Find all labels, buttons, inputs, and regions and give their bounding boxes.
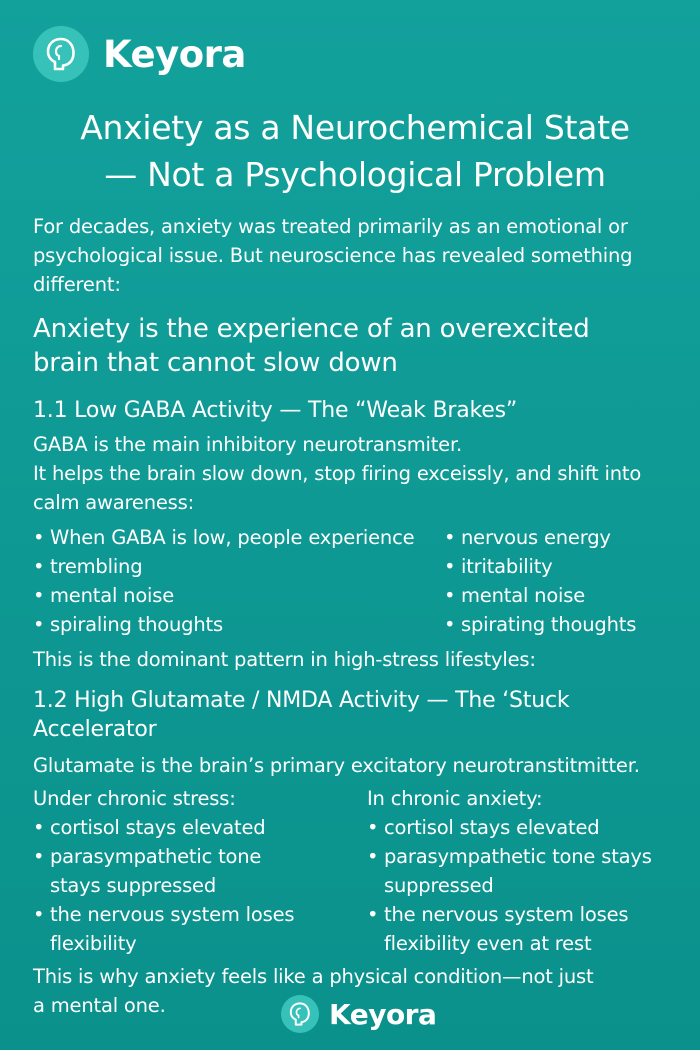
list-item: • mental noise xyxy=(33,581,443,610)
list-item-line: • the nervous system loses xyxy=(384,903,629,926)
title-line-1: Anxiety as a Neurochemical State xyxy=(80,108,630,147)
section-1-right-list xyxy=(444,523,684,639)
left-column-list xyxy=(33,813,353,958)
list-item: • mental noise xyxy=(444,581,684,610)
head-outline-icon xyxy=(281,995,319,1033)
section-2-left-column xyxy=(33,784,353,958)
list-item: • spirating thoughts xyxy=(444,610,684,639)
right-column-title: In chronic anxiety: xyxy=(367,787,543,810)
list-item-line: • parasympathetic tone xyxy=(50,845,262,868)
footer-brand xyxy=(281,995,436,1033)
list-item: • itritability xyxy=(444,552,684,581)
thesis-line: Anxiety is the experience of an overexcited xyxy=(33,314,590,344)
section-1-paragraph xyxy=(33,430,678,517)
section-1-closing: This is the dominant pattern in high-stress lifestyles: xyxy=(33,648,536,671)
section-1-left-list xyxy=(33,523,443,639)
list-item: • When GABA is low, people experience xyxy=(33,523,443,552)
right-column-list xyxy=(367,813,687,958)
footer-brand-name: Keyora xyxy=(329,997,437,1031)
list-item xyxy=(367,813,687,842)
intro-line: For decades, anxiety was treated primarily as an emotional or xyxy=(33,215,628,238)
list-item: • nervous energy xyxy=(444,523,684,552)
brand-name: Keyora xyxy=(103,32,246,76)
closing-line: This is why anxiety feels like a physical condition—not just xyxy=(33,965,594,988)
list-item: • trembling xyxy=(33,552,443,581)
list-item: • spiraling thoughts xyxy=(33,610,443,639)
closing-line: a mental one. xyxy=(33,994,166,1017)
list-item-line: • cortisol stays elevated xyxy=(384,816,600,839)
list-item-line: • cortisol stays elevated xyxy=(50,816,266,839)
list-item xyxy=(33,813,353,842)
thesis-statement xyxy=(33,312,678,380)
list-item xyxy=(367,900,687,958)
list-item-line: flexibility even at rest xyxy=(384,932,592,955)
section-1-line: It helps the brain slow down, stop firing exceissly, and shift into xyxy=(33,462,642,485)
thesis-line: brain that cannot slow down xyxy=(33,348,398,378)
page-title xyxy=(30,104,680,198)
head-outline-icon xyxy=(33,26,89,82)
list-item-line: flexibility xyxy=(50,932,137,955)
section-1-line: GABA is the main inhibitory neurotransmiter. xyxy=(33,433,462,456)
title-line-2: — Not a Psychological Problem xyxy=(104,155,606,194)
left-column-title: Under chronic stress: xyxy=(33,787,236,810)
intro-line: psychological issue. But neuroscience has revealed something xyxy=(33,244,633,267)
list-item xyxy=(33,900,353,958)
section-2-right-column xyxy=(367,784,687,958)
section-1-line: calm awareness: xyxy=(33,491,194,514)
list-item-line: suppressed xyxy=(384,874,494,897)
list-item xyxy=(367,842,687,900)
section-2-line: Glutamate is the brain’s primary excitatory neurotranstitmitter. xyxy=(33,754,640,777)
section-2-heading-line: 1.2 High Glutamate / NMDA Activity — The ‘Stuck xyxy=(33,688,570,713)
intro-line: different: xyxy=(33,273,121,296)
list-item xyxy=(33,842,353,900)
list-item-line: • the nervous system loses xyxy=(50,903,295,926)
section-1-heading: 1.1 Low GABA Activity — The “Weak Brakes” xyxy=(33,398,518,423)
header-brand xyxy=(33,26,246,82)
intro-paragraph xyxy=(33,212,678,299)
list-item-line: stays suppressed xyxy=(50,874,217,897)
section-2-heading xyxy=(33,686,673,744)
list-item-line: • parasympathetic tone stays xyxy=(384,845,652,868)
section-2-heading-line: Accelerator xyxy=(33,717,157,742)
